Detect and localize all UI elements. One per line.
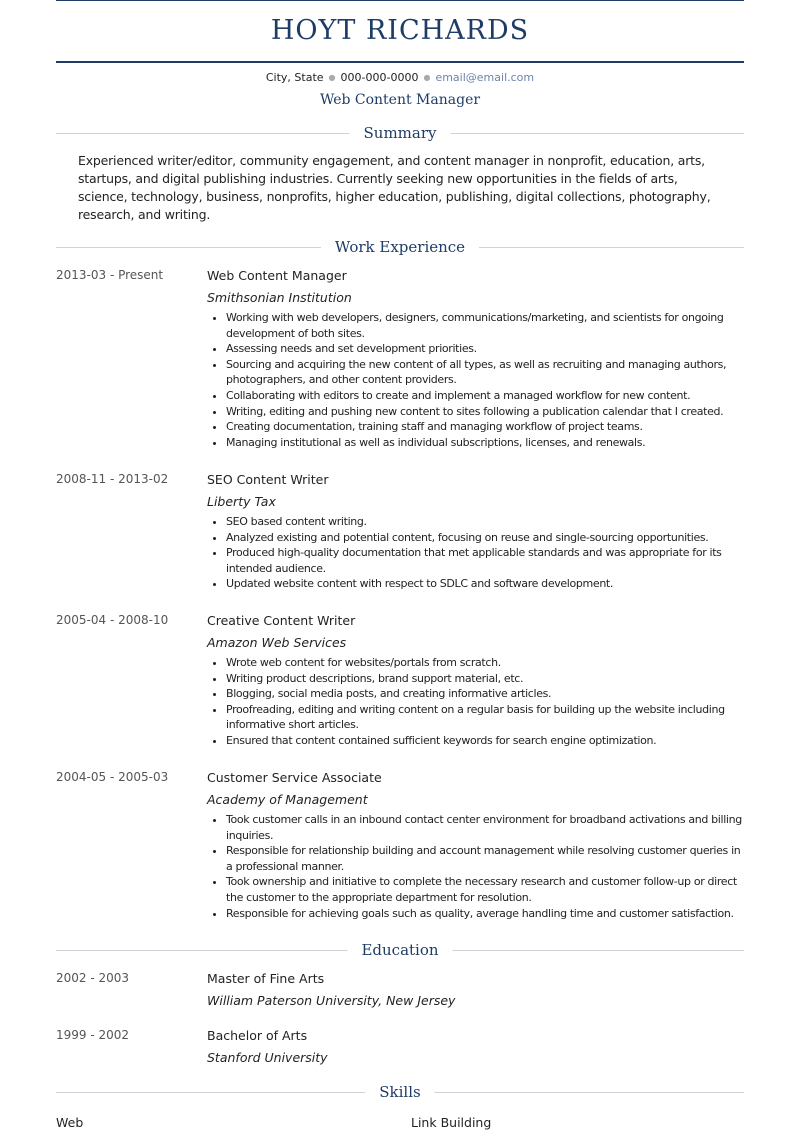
separator-dot-icon: ●: [423, 73, 431, 82]
work-experience-heading: [56, 237, 744, 257]
list-item: • Managing institutional as well as individual subscriptions, licenses, and renewals.: [226, 435, 744, 451]
entry-dates: 2008-11 - 2013-02: [56, 472, 169, 486]
contact-phone: 000-000-0000: [340, 71, 419, 84]
list-item: • Wrote web content for websites/portals from scratch.: [226, 655, 744, 671]
entry-dates: 2004-05 - 2005-03: [56, 770, 169, 784]
education-heading: [56, 940, 744, 960]
list-item: • Blogging, social media posts, and creating informative articles.: [226, 686, 744, 702]
entry-dates: 2013-03 - Present: [56, 268, 164, 282]
contact-line: [0, 71, 800, 85]
responsibility-list: [207, 514, 744, 592]
list-item: • Proofreading, editing and writing content on a regular basis for building up the website including informative short articles.: [226, 702, 744, 733]
list-item: • SEO based content writing.: [226, 514, 744, 530]
skills-heading: [56, 1082, 744, 1102]
list-item: • Responsible for achieving goals such as quality, average handling time and customer satisfaction.: [226, 906, 744, 922]
list-item: • Updated website content with respect to SDLC and software development.: [226, 576, 744, 592]
summary-text: Experienced writer/editor, community engagement, and content manager in nonprofit, education, arts, startups, and digital publishing industries. Currently seeking new opportunities in the fields of arts, science, technology, business, nonprofits, higher education, publishing, digital collections, photography, research, and writing.: [78, 153, 711, 222]
responsibility-list: [207, 310, 744, 450]
job-title: Customer Service Associate: [207, 770, 382, 785]
entry-dates: 1999 - 2002: [56, 1028, 130, 1042]
responsibility-list: [207, 812, 744, 921]
list-item: • Responsible for relationship building and account management while resolving customer queries in a professional manner.: [226, 843, 744, 874]
list-item: • Analyzed existing and potential content, focusing on reuse and single-sourcing opportunities.: [226, 530, 744, 546]
job-title: SEO Content Writer: [207, 472, 329, 487]
list-item: • Took customer calls in an inbound contact center environment for broadband activations and billing inquiries.: [226, 812, 744, 843]
section-title: Work Experience: [321, 237, 479, 257]
contact-email-link[interactable]: email@email.com: [435, 71, 535, 84]
skill-item: Web: [56, 1115, 84, 1130]
separator-dot-icon: ●: [328, 73, 336, 82]
list-item: • Assessing needs and set development priorities.: [226, 341, 744, 357]
list-item: • Produced high-quality documentation that met applicable standards and was appropriate for its intended audience.: [226, 545, 744, 576]
list-item: • Writing product descriptions, brand support material, etc.: [226, 671, 744, 687]
contact-city: City, State: [265, 71, 324, 84]
responsibility-list: [207, 655, 744, 749]
degree: Master of Fine Arts: [207, 971, 325, 986]
job-title: Web Content Manager: [207, 268, 347, 283]
summary-heading: [56, 123, 744, 143]
employer: Liberty Tax: [207, 494, 276, 509]
list-item: • Writing, editing and pushing new content to sites following a publication calendar that I created.: [226, 404, 744, 420]
list-item: • Ensured that content contained sufficient keywords for search engine optimization.: [226, 733, 744, 749]
entry-dates: 2005-04 - 2008-10: [56, 613, 169, 627]
candidate-name: HOYT RICHARDS: [270, 15, 530, 46]
skill-item: Link Building: [411, 1115, 492, 1130]
section-title: Summary: [350, 123, 451, 143]
section-title: Education: [347, 940, 452, 960]
employer: Amazon Web Services: [207, 635, 347, 650]
school: William Paterson University, New Jersey: [207, 993, 456, 1008]
employer: Smithsonian Institution: [207, 290, 352, 305]
list-item: • Working with web developers, designers, communications/marketing, and scientists for ongoing development of both sites.: [226, 310, 744, 341]
list-item: • Collaborating with editors to create and implement a managed workflow for new content.: [226, 388, 744, 404]
job-title: Creative Content Writer: [207, 613, 356, 628]
employer: Academy of Management: [207, 792, 368, 807]
job-role-title: Web Content Manager: [319, 92, 481, 108]
list-item: • Sourcing and acquiring the new content of all types, as well as recruiting and managing authors, photographers, and other content providers.: [226, 357, 744, 388]
section-title: Skills: [365, 1082, 434, 1102]
school: Stanford University: [207, 1050, 328, 1065]
top-border: [56, 0, 744, 1]
list-item: • Took ownership and initiative to complete the necessary research and customer follow-up or direct the customer to the appropriate department for resolution.: [226, 874, 744, 905]
entry-dates: 2002 - 2003: [56, 971, 130, 985]
list-item: • Creating documentation, training staff and managing workflow of project teams.: [226, 419, 744, 435]
name-divider: [56, 61, 744, 63]
degree: Bachelor of Arts: [207, 1028, 308, 1043]
